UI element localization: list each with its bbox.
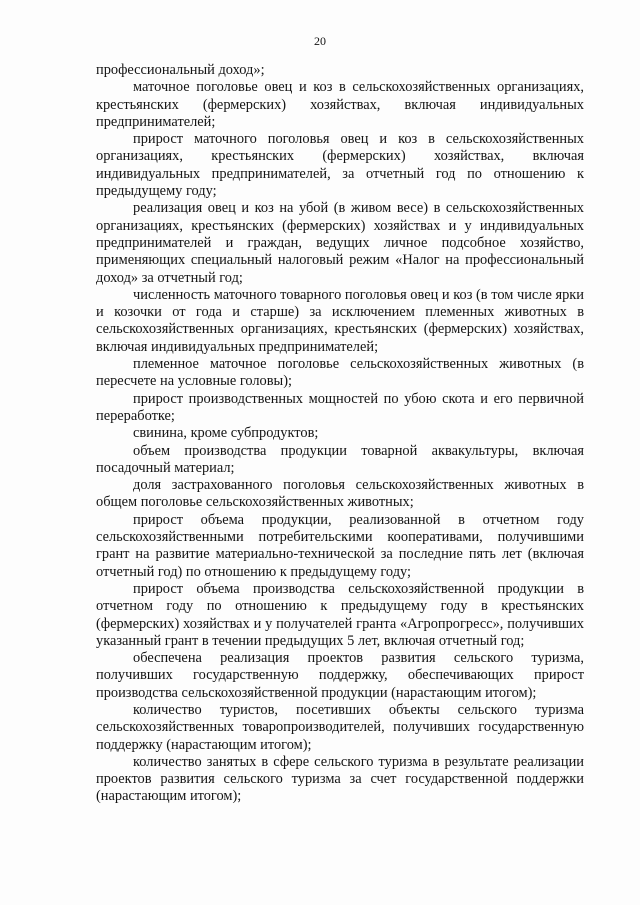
paragraph: количество туристов, посетивших объекты сельского туризма сельскохозяйственных товаропроизводителей, получивших государственную поддержку (нарастающим итогом); (96, 701, 584, 753)
paragraph: прирост производственных мощностей по убою скота и его первичной переработке; (96, 390, 584, 424)
paragraph: маточное поголовье овец и коз в сельскохозяйственных организациях, крестьянских (фермерских) хозяйствах, включая индивидуальных предпринимателей; (96, 79, 584, 130)
paragraph: прирост объема производства сельскохозяйственной продукции в отчетном году по отношению к предыдущему году в крестьянских (фермерских) хозяйствах и у получателей гранта «Агропрогресс», получивших указанный грант в течении предыдущих 5 лет, включая отчетный год; (96, 580, 584, 649)
paragraph: племенное маточное поголовье сельскохозяйственных животных (в пересчете на условные головы); (96, 356, 584, 390)
paragraph: реализация овец и коз на убой (в живом весе) в сельскохозяйственных организациях, крестьянских (фермерских) хозяйствах и у индивидуальных предпринимателей и граждан, ведущих личное подсобное хозяйство, применяющих специальный налоговый режим «Налог на профессиональный доход» за отчетный год; (96, 200, 584, 286)
page-number: 20 (314, 34, 326, 48)
paragraph: обеспечена реализация проектов развития сельского туризма, получивших государственную поддержку, обеспечивающих прирост производства сельскохозяйственной продукции (нарастающим итогом); (96, 650, 584, 701)
document-body (96, 62, 584, 806)
paragraph: прирост маточного поголовья овец и коз в сельскохозяйственных организациях, крестьянских (фермерских) хозяйствах, включая индивидуальных предпринимателей, за отчетный год по отношению к предыдущему году; (96, 131, 584, 200)
paragraph: количество занятых в сфере сельского туризма в результате реализации проектов развития сельского туризма за счет государственной поддержки (нарастающим итогом); (96, 753, 584, 805)
paragraph: профессиональный доход»; (96, 62, 265, 78)
paragraph: численность маточного товарного поголовья овец и коз (в том числе ярки и козочки от года и старше) за исключением племенных животных в сельскохозяйственных организациях, крестьянских (фермерских) хозяйствах, включая индивидуальных предпринимателей; (96, 286, 584, 355)
paragraph: объем производства продукции товарной аквакультуры, включая посадочный материал; (96, 442, 584, 476)
paragraph: доля застрахованного поголовья сельскохозяйственных животных в общем поголовье сельскохозяйственных животных; (96, 477, 584, 511)
paragraph: прирост объема продукции, реализованной в отчетном году сельскохозяйственными потребительскими кооперативами, получившими грант на развитие материально-технической за последние пять лет (включая отчетный год) по отношению к предыдущему году; (96, 511, 584, 580)
paragraph: свинина, кроме субпродуктов; (133, 425, 319, 442)
